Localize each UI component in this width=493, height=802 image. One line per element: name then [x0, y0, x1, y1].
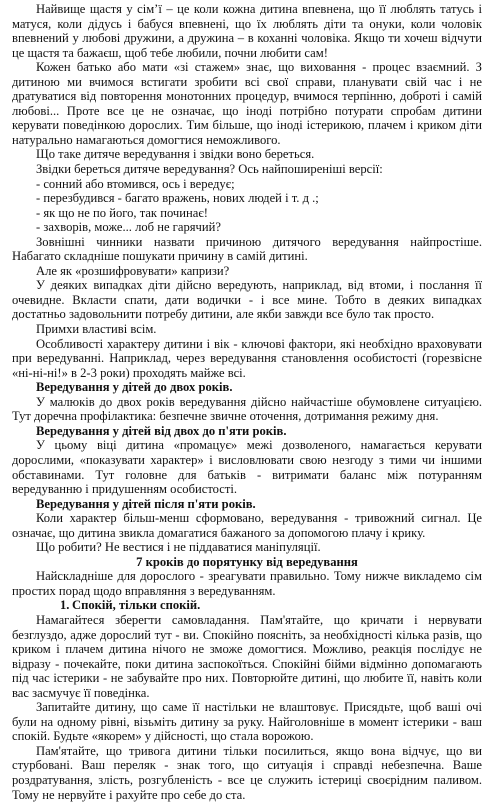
paragraph-what-to-do: Що робити? Не вестися і не піддаватися маніпуляції.: [36, 540, 321, 555]
paragraph-decode-whims: Але як «розшифровувати» капризи?: [36, 263, 230, 278]
paragraph-child-anxiety: Пам'ятайте, що тривога дитини тільки посилиться, якщо вона відчує, що ви стурбовані. Ваш переляк - знак того, що ситуація і справді небезпечна. Ваше роздратування, злість, розгубленість - все це служить істериці своєрідним паливом. Тому не нервуйте і рахуйте про себе до ста.: [12, 743, 482, 802]
heading-seven-steps: 7 кроків до порятунку від вередування: [136, 554, 358, 569]
list-item-sick: - захворів, може... лоб не гарячий?: [36, 220, 221, 235]
paragraph-upbringing-mutual: Кожен батько або мати «зі стажем» знає, що виховання - процес взаємний. З дитиною ми вчимося встигати зробити всі свої справи, планувати свій час і не дратуватися від повторення монотонних процедур, вчимося терпінню, доброті і самій любові... Проте все це не означає, що іноді потрібно потурати спробам дитини керувати поведінкою дорослих. Тим більше, що іноді істерикою, плачем і криком діти натурально намагаються домогтися неможливого.: [12, 60, 482, 147]
paragraph-two-to-five: У цьому віці дитина «промацує» межі дозволеного, намагається керувати дорослими, «показувати характер» і висловлювати свою незгоду з тими чи іншими обставинами. Тут головне для батьків - витримати баланс між потуранням вередуванню і придушенням особистості.: [12, 438, 482, 497]
paragraph-keep-calm: Намагайтеся зберегти самовладання. Пам'ятайте, що кричати і нервувати безглуздо, адже дорослий тут - ви. Спокійно поясніть, за необхідності кілька разів, що криком і плачем дитина нічого не зможе домогтися. Можливо, реакція послідує не відразу - почекайте, поки дитина заспокоїться. Спокійні бійми відмінно допомагають під час істерики - не забувайте про них. Повторюйте дитині, що любите її, навіть коли вас засмучує її поведінка.: [12, 612, 482, 700]
paragraph-ask-child: Запитайте дитину, що саме її настільки не влаштовує. Присядьте, щоб ваші очі були на одному рівні, візьміть дитину за руку. Найголовніше в момент істерики - ваш спокій. Будьте «якорем» у дійсності, що стала ворожою.: [12, 700, 482, 744]
heading-under-two: Вередування у дітей до двох років.: [36, 380, 233, 395]
heading-after-five: Вередування у дітей після п'яти років.: [36, 496, 256, 511]
paragraph-under-two: У малюків до двох років вередування дійсно найчастіше обумовлене ситуацією. Тут доречна профілактика: безпечне звичне оточення, дотримання режиму дня.: [12, 394, 482, 424]
paragraph-family-happiness: Найвище щастя у сім’ї – це коли кожна дитина впевнена, що її люблять татусь і матуся, коли дідусь і бабуся впевнені, що їх люблять діти та онуки, коли чоловік впевнений у любові дружини, а дружина – в коханні чоловіка. Якщо ти хочеш відчути це щастя та бажаєш, щоб тебе любили, почни любити сам!: [12, 2, 482, 60]
paragraph-character-age: Особливості характеру дитини і вік - ключові фактори, які необхідно враховувати при вередуванні. Наприклад, через вередування становлення особистості (горезвісне «ні-ні-ні!» в 2-3 роки) проходять майже всі.: [12, 336, 482, 380]
list-item-not-his-way: - як що не по його, так починає!: [36, 205, 208, 220]
paragraph-whims-for-all: Примхи властиві всім.: [36, 322, 157, 337]
paragraph-hardest-part: Найскладніше для дорослого - зреагувати правильно. Тому нижче викладемо сім простих порад щодо вправляння з вередуванням.: [12, 569, 482, 598]
paragraph-tiredness: У деяких випадках діти дійсно вередують, наприклад, від втоми, і послання її очевидне. Вкласти спати, дати водички - і все мине. Тобто в деяких випадках достатньо задовольнити потребу дитини, але якби завжди все було так просто.: [12, 278, 482, 322]
paragraph-after-five: Коли характер більш-менш сформовано, вередування - тривожний сигнал. Це означає, що дитина звикла домагатися бажаного за допомогою плачу і крику.: [12, 511, 482, 540]
step-number: 1.: [60, 598, 70, 613]
numbered-step-1: [12, 598, 482, 613]
step-title: Спокій, тільки спокій.: [72, 598, 201, 613]
heading-two-to-five: Вередування у дітей від двох до п'яти років.: [36, 423, 287, 438]
list-item-sleepy: - сонний або втомився, ось і вередує;: [36, 176, 235, 191]
paragraph-where-whims-come: Звідки береться дитяче вередування? Ось найпоширеніші версії:: [36, 162, 383, 177]
list-item-overexcited: - перезбудився - багато вражень, нових людей і т. д .;: [36, 191, 319, 206]
paragraph-what-is-whim: Що таке дитяче вередування і звідки воно береться.: [36, 147, 315, 162]
paragraph-external-factors: Зовнішні чинники назвати причиною дитячого вередування найпростіше. Набагато складніше пошукати причину в самій дитині.: [12, 234, 482, 264]
